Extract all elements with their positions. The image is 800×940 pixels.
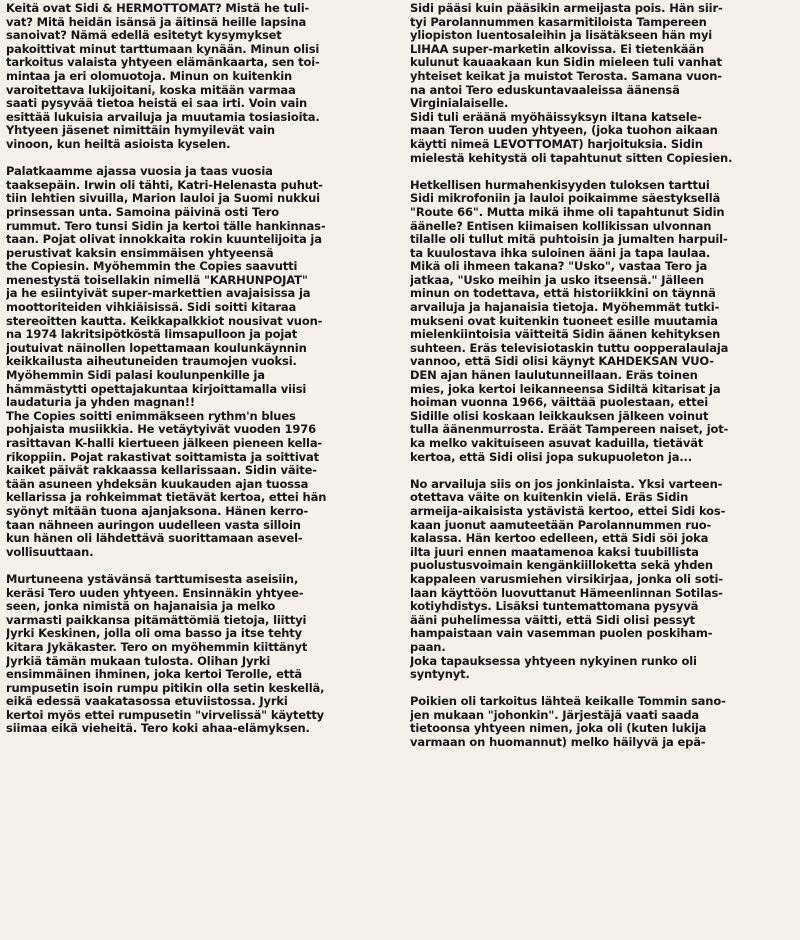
text-line: tiin lehtien sivuilla, Marion lauloi ja Suomi nukkui [6,192,320,206]
text-line: kappaleen varusmiehen virsikirjaa, jonka oli soti- [410,572,723,586]
text-line: laan käyttöön luovuttanut Hämeenlinnan Sotilas- [410,586,723,600]
text-line: DEN ajan hänen laulutunneillaan. Eräs toinen [410,369,698,383]
text-line: joutuivat näinollen lopettamaan koulunkäynnin [6,341,307,355]
text-line: na 1974 lakritsipötköstä limsapulloon ja pojat [6,328,298,342]
text-line: tarkoitus valaista yhtyeen elämänkaarta, sen toi- [6,56,320,70]
text-line: rasittavan K-halli kiertueen jälkeen pieneen kella- [6,437,323,450]
text-line: perustivat kaksin ensimmäisen yhtyeensä [6,246,274,260]
text-line: vat? Mitä heidän isänsä ja äitinsä heille lapsina [6,15,307,29]
text-line: Jyrki Keskinen, jolla oli oma basso ja itse tehty [6,627,302,641]
text-line: mies, joka kertoi leikanneensa Sidiltä kitarisat ja [410,382,721,396]
text-line: kotiyhdistys. Lisäksi tuntemattomana pysyvä [410,600,699,614]
text-line: taaksepäin. Irwin oli tähti, Katri-Helenasta puhut- [6,178,323,192]
text-line: Sidi pääsi kuin pääsikin armeijasta pois. Hän siir- [410,2,723,15]
text-line: Keitä ovat Sidi & HERMOTTOMAT? Mistä he tuli- [6,2,310,15]
text-line: ilta juuri ennen maatamenoa kaksi tuubillista [410,545,699,559]
text-line: menestystä toisellakin nimellä "KARHUNPOJAT" [6,273,308,287]
text-line: Mikä oli ihmeen takana? "Usko", vastaa Tero ja [410,260,708,274]
text-line: arvailuja ja hajanaisia tietoja. Myöhemmät tutki- [410,301,720,315]
text-line: suhteen. Eräs televisiotaskin tuttu oopperalaulaja [410,341,729,355]
text-line: kalassa. Hän kertoo edelleen, että Sidi söi joka [410,532,709,546]
text-line: seen, jonka nimistä on hajanaisia ja melko [6,600,276,614]
text-line: mielenkiintoisia väitteitä Sidin äänen kehityksen [410,328,721,342]
text-line: ka melko vakituiseen asuvat kaduilla, tietävät [410,437,704,450]
text-line: rikoppiin. Pojat rakastivat soittamista ja soittivat [6,450,319,464]
text-line: No arvailuja siis on jos jonkinlaista. Yksi varteen- [410,477,723,491]
text-line: tään asuneen yhdeksän kuukauden ajan tuossa [6,477,309,491]
text-line: varmaan on huomannut) melko häilyvä ja epä- [410,736,706,750]
text-line: taan nähneen auringon uudelleen vasta silloin [6,518,301,532]
text-line: rummut. Tero tunsi Sidin ja kertoi tälle hankinnas- [6,219,326,233]
text-line: Palatkaamme ajassa vuosia ja taas vuosia [6,165,273,179]
text-line: LIHAA super-marketin alkovissa. Ei tietenkään [410,42,705,56]
text-line: kulunut kauaakaan kun Sidin mieleen tuli vanhat [410,56,722,70]
text-line: käytti nimeä LEVOTTOMAT) harjoituksia. Sidin [410,137,703,151]
text-line: kitara Jykäkaster. Tero on myöhemmin kiittänyt [6,640,308,654]
text-line: sanoivat? Nämä edellä esitetyt kysymykset [6,29,282,43]
text-line: siimaa eikä vieheitä. Tero koki ahaa-elämyksen. [6,722,310,736]
paragraph [6,573,388,736]
text-line: Sidi mikrofoniin ja lauloi poikaimme säestyksellä [410,192,721,206]
text-line: varmasti paikkansa pitämättömiä tietoja, liittyi [6,613,307,627]
text-line: jen mukaan "johonkin". Järjestäjä vaati saada [410,708,700,722]
text-line: laudaturia ja yhden magnan!! [6,396,195,410]
text-line: kaiket päivät rakkaassa kellarissaan. Sidin väite- [6,464,317,478]
text-line: Poikien oli tarkoitus lähteä keikalle Tommin sano- [410,695,726,709]
text-line: kaan juonut aamuteetään Parolannummen ruo- [410,518,712,532]
text-line: syntynyt. [410,668,470,682]
text-line: hampaistaan vain vasemman puolen poskiham- [410,627,713,641]
text-line: hoiman vuonna 1966, väittää puolestaan, ettei [410,396,709,410]
text-line: prinsessan unta. Samoina päivinä osti Tero [6,205,280,219]
text-line: Sidille olisi koskaan leikkauksen jälkeen voinut [410,409,709,423]
text-line: puolustusvoimain kengänkiilloketta sekä yhden [410,559,713,573]
text-line: kun hänen oli lähdettävä suorittamaan asevel- [6,532,303,546]
text-line: keräsi Tero uuden yhtyeen. Ensinnäkin yhtyee- [6,586,304,600]
paragraph [410,478,794,682]
text-line: mukseni ovat kuitenkin tuoneet esille muutamia [410,314,718,328]
text-line: esittää lukuisia arvailuja ja muutamia tosiasioita. [6,110,320,124]
text-line: yhteiset keikat ja muistot Terosta. Samana vuon- [410,69,722,83]
text-line: the Copiesin. Myöhemmin the Copies saavutti [6,260,298,274]
text-line: "Route 66". Mutta mikä ihme oli tapahtunut Sidin [410,205,725,219]
text-line: paan. [410,640,446,654]
text-line: varoitettava lukijoitani, koska mitään varmaa [6,83,296,97]
text-line: The Copies soitti enimmäkseen rythm'n blues [6,409,296,423]
text-line: vollisuuttaan. [6,545,94,559]
text-line: Sidi tuli eräänä myöhäissyksyn iltana katsele- [410,110,702,124]
text-line: maan Teron uuden yhtyeen, (joka tuohon aikaan [410,124,718,138]
text-line: syönyt mitään tuona ajanjaksona. Hänen kerro- [6,504,309,518]
text-line: Yhtyeen jäsenet nimittäin hymyilevät vain [6,124,275,138]
text-line: minun on todettava, että historiikkini on täynnä [410,287,716,301]
paragraph [410,695,794,749]
text-line: tietoonsa yhtyeen nimen, joka oli (kuten lukija [410,722,707,736]
paragraph [410,2,794,165]
text-line: äänelle? Entisen kiimaisen kollikissan ulvonnan [410,219,712,233]
text-line: rumpusetin isoin rumpu pitikin olla setin keskellä, [6,681,325,695]
text-line: armeija-aikaisista ystävistä kertoo, ettei Sidi kos- [410,504,726,518]
text-line: Murtuneena ystävänsä tarttumisesta aseisiin, [6,572,299,586]
text-line: pakoittivat minut tarttumaan kynään. Minun olisi [6,42,320,56]
text-line: keikkailusta aiheutuneiden traumojen vuoksi. [6,355,297,369]
text-line: otettava väite on kuitenkin vielä. Eräs Sidin [410,491,689,505]
text-line: Jyrkiä tämän mukaan tulosta. Olihan Jyrki [6,654,271,668]
text-line: jatkaa, "Usko meihin ja usko itseensä." Jälleen [410,273,704,287]
text-line: ta kuulostava ihka suloinen ääni ja tapa laulaa. [410,246,711,260]
text-line: pohjaista musiikkia. He vetäytyivät vuoden 1976 [6,423,316,437]
text-line: na antoi Tero eduskuntavaaleissa äänensä [410,83,680,97]
text-line: Virginialaiselle. [410,97,509,111]
text-line: tulla äänenmurrosta. Eräät Tampereen naiset, jot- [410,423,729,437]
text-line: ja he esiintyivät super-markettien avajaisissa ja [6,287,311,301]
text-line: Hetkellisen hurmahenkisyyden tuloksen tarttui [410,178,710,192]
text-line: moottoriteiden vihkiäisissä. Sidi soitti kitaraa [6,301,297,315]
text-line: hämmästytti opettajakuntaa kirjoittamalla viisi [6,382,307,396]
text-line: ääni puhelimessa väitti, että Sidi olisi pessyt [410,613,695,627]
text-line: vinoon, kun heiltä asioista kyselen. [6,137,231,151]
paragraph [410,179,794,464]
text-line: yliopiston luentosaleihin ja lisätäkseen hän myi [410,29,713,43]
text-line: mintaa ja eri olomuotoja. Minun on kuitenkin [6,69,293,83]
text-line: eikä edessä vaakatasossa etuviistossa. Jyrki [6,695,288,709]
text-line: taan. Pojat olivat innokkaita rokin kuuntelijoita ja [6,233,322,247]
right-column [410,2,794,763]
text-line: kertoa, että Sidi olisi jopa sukupuoleton ja... [410,450,692,464]
text-line: kellarissa ja rohkeimmat tietävät kertoa, ettei hän [6,491,327,505]
text-line: vannoo, että Sidi olisi käynyt KAHDEKSAN VUO- [410,355,714,369]
text-line: ensimmäinen ihminen, joka kertoi Terolle, että [6,668,303,682]
text-line: Myöhemmin Sidi palasi koulunpenkille ja [6,369,265,383]
text-line: tyi Parolannummen kasarmitiloista Tampereen [410,15,707,29]
text-line: Joka tapauksessa yhtyeen nykyinen runko oli [410,654,697,668]
paragraph [6,2,388,152]
paragraph [6,165,388,559]
text-line: tilalle oli tullut mitä puhtoisin ja jumalten harpuil- [410,233,728,247]
text-line: kertoi myös ettei rumpusetin "virvelissä" käytetty [6,708,325,722]
text-line: mielestä kehitystä oli tapahtunut sitten Copiesien. [410,151,733,165]
left-column [6,2,388,750]
text-line: stereoitten kautta. Keikkapalkkiot nousivat vuon- [6,314,323,328]
text-line: saati pysyvää tietoa heistä ei saa irti. Voin vain [6,97,308,111]
